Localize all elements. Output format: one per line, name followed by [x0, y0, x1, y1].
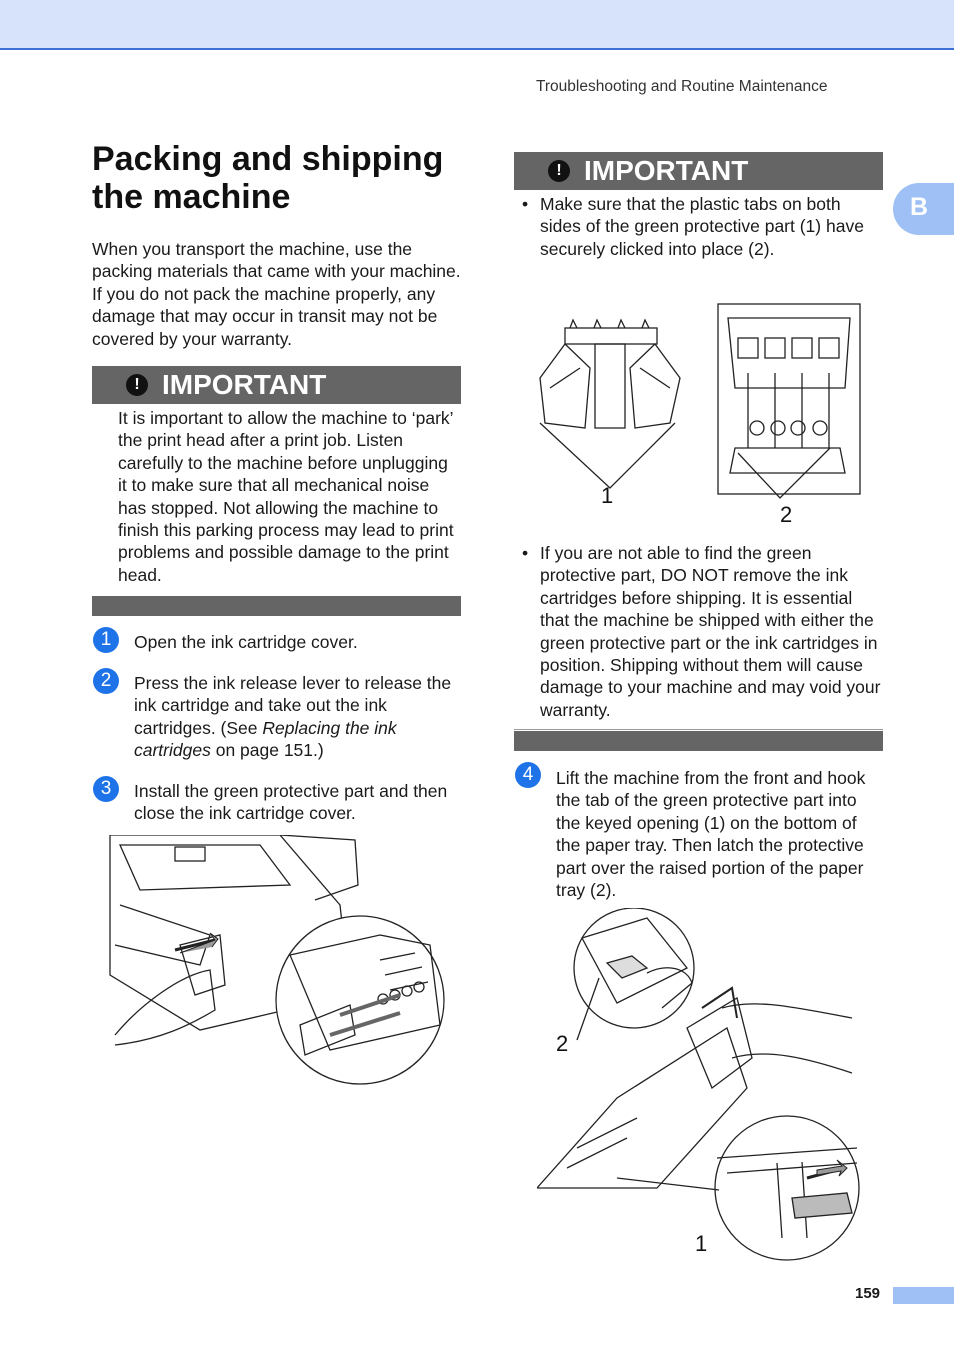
step-number: 2: [93, 668, 119, 694]
illustration-hook-tray: [537, 908, 867, 1268]
intro-paragraph: When you transport the machine, use the packing materials that came with your machine. If you do not pack the machine properly, any damage that may occur in transit may not be covered by your warranty.: [92, 239, 461, 349]
important-bullet: • If you are not able to find the green protective part, DO NOT remove the ink cartridges before shipping. It is essential that the machine be shipped with either the green protective part or the ink cartridges in position. Shipping without them will cause damage to your machine and may void your warranty.: [522, 543, 881, 720]
header-band: [0, 0, 954, 50]
step-text: Lift the machine from the front and hook the tab of the green protective part into the keyed opening (1) on the bottom of the paper tray. Then latch the protective part over the raised portion of the paper tray (2).: [556, 768, 866, 901]
page-number-bar: [893, 1287, 954, 1304]
step-number: 1: [93, 627, 119, 653]
exclamation-icon: !: [126, 374, 148, 396]
step-text: Press the ink release lever to release the ink cartridge and take out the ink cartridges. (See Replacing the ink cartridges on page 151.): [134, 673, 452, 761]
chapter-tab: [893, 183, 954, 235]
important-header: [514, 152, 883, 190]
chapter-letter: B: [910, 193, 929, 221]
illustration-protective-part-tabs: [530, 298, 870, 528]
important-bullet: • Make sure that the plastic tabs on both sides of the green protective part (1) have securely clicked into place (2).: [522, 194, 864, 259]
page-number: 159: [855, 1285, 881, 1302]
callout-label: 2: [780, 502, 793, 527]
callout-label: 1: [601, 483, 614, 508]
illustration-install-protective-part: [100, 835, 460, 1090]
step-number: 3: [93, 776, 119, 802]
step-text: Open the ink cartridge cover.: [134, 632, 358, 652]
important-header: [92, 366, 461, 404]
exclamation-icon: !: [548, 160, 570, 182]
important-end-bar: [92, 596, 461, 616]
important-text: It is important to allow the machine to ‘park’ the print head after a print job. Listen carefully to the machine before unplugging it to make sure that all mechanical noise has stopped. Not allowing the machine to finish this parking process may lead to print problems and possible damage to the print head.: [118, 408, 454, 585]
section-title: Troubleshooting and Routine Maintenance: [536, 78, 828, 95]
step-text: Install the green protective part and then close the ink cartridge cover.: [134, 781, 448, 824]
important-label: IMPORTANT: [584, 155, 749, 186]
page-title: Packing and shipping the machine: [92, 140, 444, 216]
callout-label: 1: [695, 1231, 708, 1256]
callout-label: 2: [556, 1031, 569, 1056]
important-end-bar: [514, 731, 883, 751]
important-label: IMPORTANT: [162, 369, 327, 400]
divider: [514, 729, 883, 730]
step-number: 4: [515, 762, 541, 788]
